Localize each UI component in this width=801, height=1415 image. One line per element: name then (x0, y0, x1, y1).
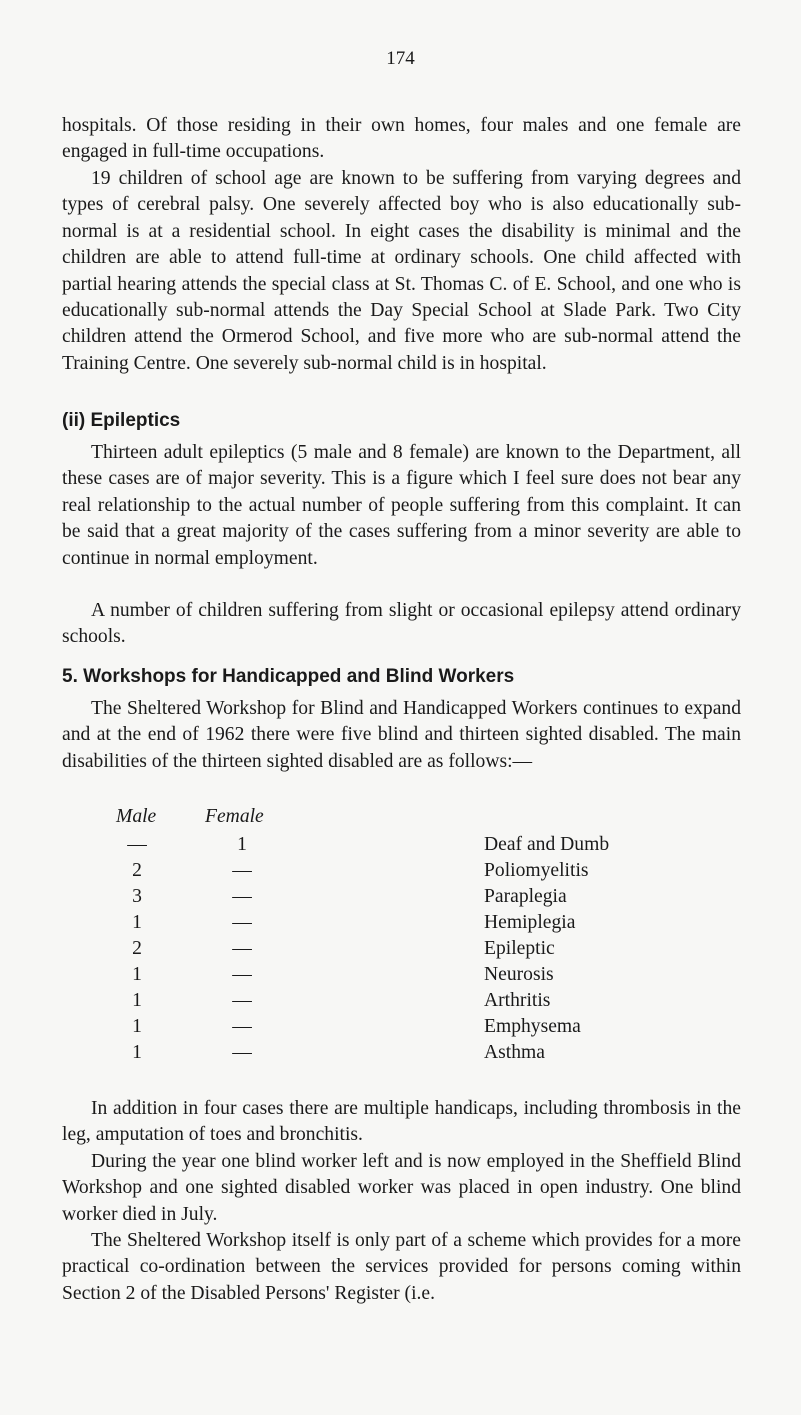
female-count: — (232, 964, 252, 985)
male-count: 1 (132, 990, 142, 1011)
male-count: 1 (132, 912, 142, 933)
disability-name: Epileptic (484, 938, 555, 959)
after-paragraph-3: The Sheltered Workshop itself is only part of a scheme which provides for a more practical co-ordination between the services provided for persons coming within Section 2 of the Disabled Persons' Register (i.e. (62, 1230, 741, 1304)
workshops-heading: 5. Workshops for Handicapped and Blind Workers (62, 666, 515, 687)
female-count: — (232, 990, 252, 1011)
female-count: 1 (237, 834, 247, 855)
disability-name: Poliomyelitis (484, 860, 589, 881)
male-count: 2 (132, 938, 142, 959)
intro-paragraph-1: hospitals. Of those residing in their own homes, four males and one female are engaged in full-time occupations. (62, 115, 741, 163)
epileptics-paragraph-2: A number of children suffering from slight or occasional epilepsy attend ordinary schools. (62, 600, 741, 648)
page-number: 174 (386, 48, 415, 69)
female-count: — (232, 1042, 252, 1063)
female-count: — (232, 912, 252, 933)
disability-name: Asthma (484, 1042, 545, 1063)
disability-name: Paraplegia (484, 886, 567, 907)
disability-name: Deaf and Dumb (484, 834, 610, 855)
intro-paragraph-2: 19 children of school age are known to be suffering from varying degrees and types of cerebral palsy. One severely affected boy who is also educationally sub-normal is at a residential school. In eight cases the disability is minimal and the children are able to attend full-time at ordinary schools. One child affected with partial hearing attends the special class at St. Thomas C. of E. School, and one who is educationally sub-normal attends the Day Special School at Slade Park. Two City children attend the Ormerod School, and five more who are sub-normal attend the Training Centre. One severely sub-normal child is in hospital. (62, 168, 741, 374)
female-count: — (232, 886, 252, 907)
epileptics-paragraph-1: Thirteen adult epileptics (5 male and 8 female) are known to the Department, all these cases are of major severity. This is a figure which I feel sure does not bear any real relationship to the actual number of people suffering from this complaint. It can be said that a great majority of the cases suffering from a minor severity are able to continue in normal employment. (62, 442, 741, 569)
female-count: — (232, 1016, 252, 1037)
female-column-header: Female (205, 806, 264, 827)
disability-name: Emphysema (484, 1016, 581, 1037)
after-paragraph-2: During the year one blind worker left and is now employed in the Sheffield Blind Workshop and one sighted disabled worker was placed in open industry. One blind worker died in July. (62, 1151, 741, 1225)
male-count: — (127, 834, 147, 855)
male-count: 1 (132, 964, 142, 985)
female-count: — (232, 938, 252, 959)
male-column-header: Male (116, 806, 157, 827)
disability-name: Hemiplegia (484, 912, 576, 933)
after-paragraph-1: In addition in four cases there are multiple handicaps, including thrombosis in the leg, amputation of toes and bronchitis. (62, 1098, 741, 1146)
female-count: — (232, 860, 252, 881)
disability-name: Neurosis (484, 964, 554, 985)
male-count: 1 (132, 1042, 142, 1063)
male-count: 3 (132, 886, 142, 907)
male-count: 2 (132, 860, 142, 881)
male-count: 1 (132, 1016, 142, 1037)
workshops-intro: The Sheltered Workshop for Blind and Handicapped Workers continues to expand and at the end of 1962 there were five blind and thirteen sighted disabled. The main disabilities of the thirteen sighted disabled are as follows:— (62, 698, 741, 772)
disability-name: Arthritis (484, 990, 551, 1011)
epileptics-heading: (ii) Epileptics (62, 410, 181, 431)
